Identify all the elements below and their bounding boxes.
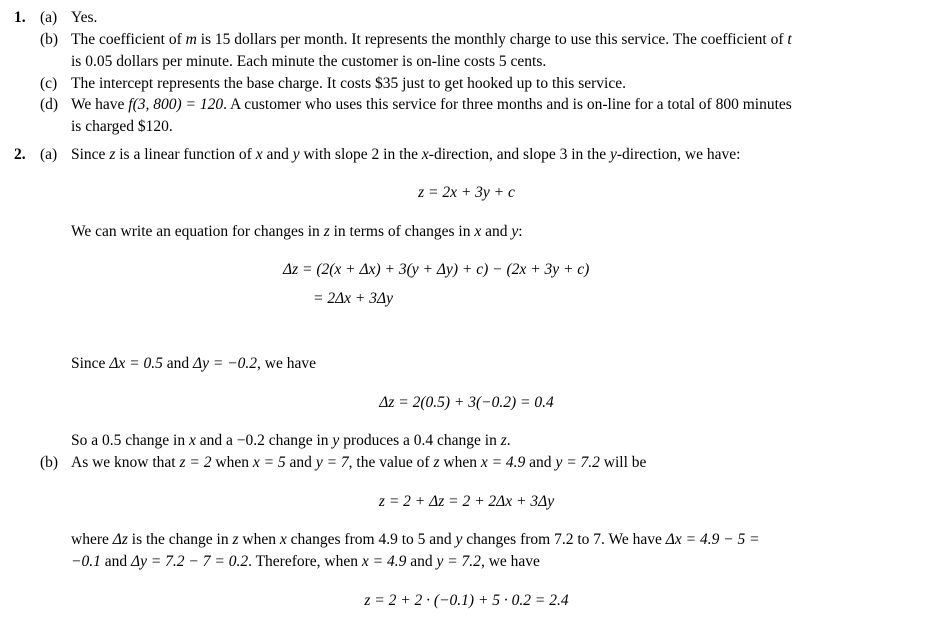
p2a-sentence-2: We can write an equation for changes in z in terms of changes in x and y: xyxy=(71,223,523,240)
p1b-label: (b) xyxy=(40,31,59,48)
p1d-line1: We have f(3, 800) = 120. A customer who uses this service for three months and is on-line for a total of 800 minutes xyxy=(71,96,792,113)
p2a-label: (a) xyxy=(40,146,58,163)
p2b-equation-1: z = 2 + Δz = 2 + 2Δx + 3Δy xyxy=(378,493,555,510)
problem-1-number: 1. xyxy=(14,9,26,26)
p2a-equation-3: Δz = 2(0.5) + 3(−0.2) = 0.4 xyxy=(379,394,554,411)
p1a-label: (a) xyxy=(40,9,58,26)
p1d-label: (d) xyxy=(40,96,59,113)
p1c-label: (c) xyxy=(40,75,58,92)
p2a-sentence-4: So a 0.5 change in x and a −0.2 change in y produces a 0.4 change in z. xyxy=(71,432,511,449)
p2a-equation-2-line-2: = 2Δx + 3Δy xyxy=(313,290,393,307)
p2a-equation-1: z = 2x + 3y + c xyxy=(418,184,515,201)
p1b-line2: is 0.05 dollars per minute. Each minute the customer is on-line costs 5 cents. xyxy=(71,53,547,70)
p2b-sentence-3: −0.1 and Δy = 7.2 − 7 = 0.2. Therefore, when x = 4.9 and y = 7.2, we have xyxy=(71,553,540,570)
p1b-line1: The coefficient of m is 15 dollars per month. It represents the monthly charge to use this service. The coefficient of t xyxy=(71,31,792,48)
problem-2-number: 2. xyxy=(14,146,26,163)
p2b-sentence-2: where Δz is the change in z when x changes from 4.9 to 5 and y changes from 7.2 to 7. We have Δx = 4.9 − 5 = xyxy=(71,531,760,548)
p1c-text: The intercept represents the base charge. It costs $35 just to get hooked up to this service. xyxy=(71,75,626,92)
p2a-sentence-1: Since z is a linear function of x and y with slope 2 in the x-direction, and slope 3 in the y-direction, we have: xyxy=(71,146,741,163)
p2b-sentence-1: As we know that z = 2 when x = 5 and y = 7, the value of z when x = 4.9 and y = 7.2 will be xyxy=(71,454,647,471)
p2b-label: (b) xyxy=(40,454,59,471)
p2a-equation-2-line-1: Δz = (2(x + Δx) + 3(y + Δy) + c) − (2x + 3y + c) xyxy=(283,261,590,278)
p1d-line2: is charged $120. xyxy=(71,118,173,135)
p2b-equation-2: z = 2 + 2 · (−0.1) + 5 · 0.2 = 2.4 xyxy=(364,592,569,609)
p1a-text: Yes. xyxy=(71,9,98,26)
p2a-sentence-3: Since Δx = 0.5 and Δy = −0.2, we have xyxy=(71,355,317,372)
